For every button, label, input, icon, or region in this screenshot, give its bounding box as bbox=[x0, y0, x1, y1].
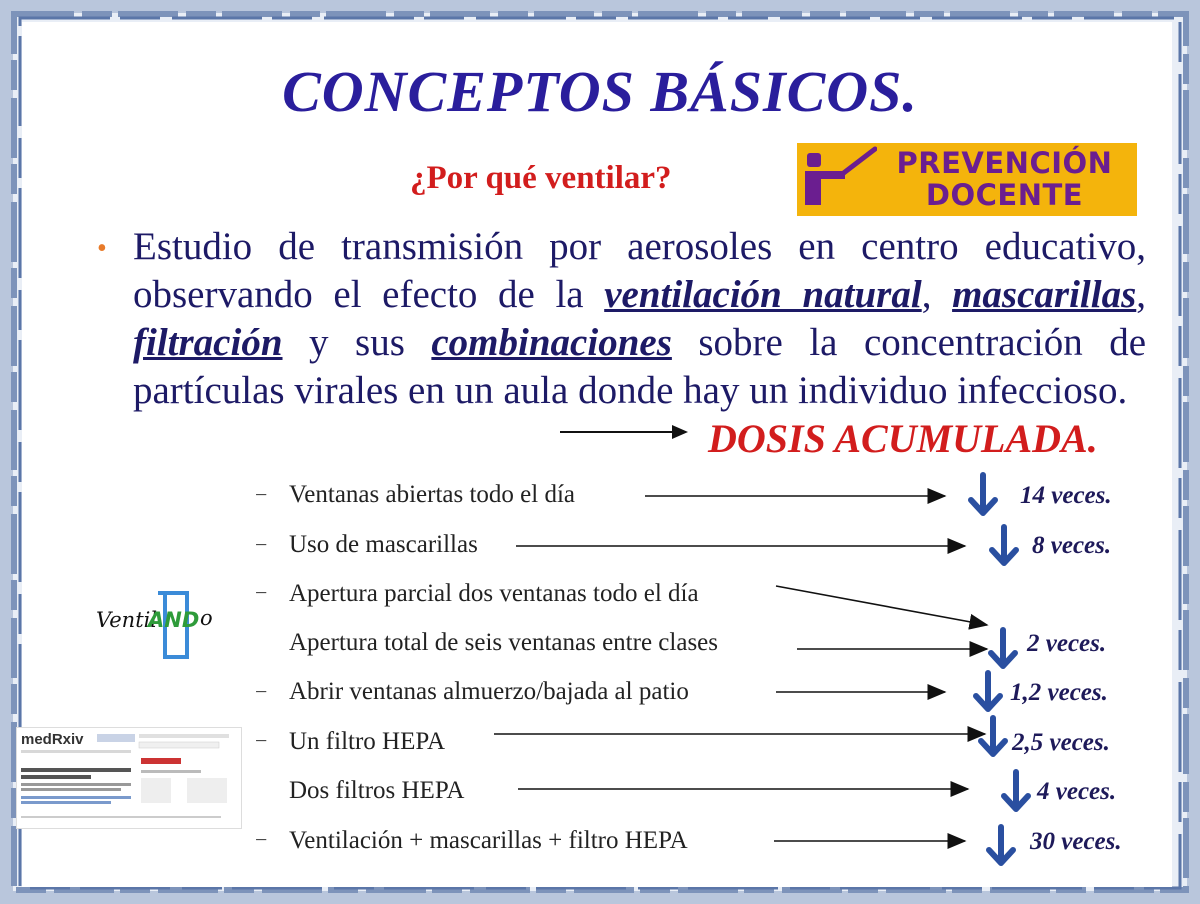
subtitle: ¿Por qué ventilar? bbox=[410, 160, 672, 196]
medrxiv-thumbnail bbox=[16, 727, 242, 829]
value-30-veces: 30 veces. bbox=[1030, 828, 1122, 855]
term-combinaciones: combinaciones bbox=[431, 321, 672, 364]
arrow-down-icon bbox=[989, 827, 1013, 863]
ventilando-part2: AND bbox=[148, 608, 200, 632]
list-item-ventanas-abiertas: Ventanas abiertas todo el día bbox=[289, 481, 576, 508]
arrow-right-icon bbox=[776, 586, 987, 625]
dash-marker: − bbox=[255, 532, 268, 557]
term-mascarillas: mascarillas bbox=[952, 273, 1137, 316]
value-2-veces: 2 veces. bbox=[1027, 630, 1107, 657]
list-item-apertura-total: Apertura total de seis ventanas entre clases bbox=[289, 629, 718, 656]
dash-marker: − bbox=[255, 580, 268, 605]
para-text-3: , bbox=[1136, 273, 1147, 316]
arrow-down-icon bbox=[1004, 772, 1028, 809]
value-4-veces: 4 veces. bbox=[1037, 778, 1117, 805]
bullet-icon: • bbox=[97, 233, 107, 264]
page-title: CONCEPTOS BÁSICOS. bbox=[282, 59, 918, 124]
dash-marker: − bbox=[255, 728, 268, 753]
medrxiv-logo: medRxiv bbox=[21, 731, 84, 748]
arrow-down-icon bbox=[992, 527, 1016, 563]
badge-line-1: PREVENCIÓN bbox=[896, 146, 1113, 180]
value-1-2-veces: 1,2 veces. bbox=[1010, 679, 1108, 706]
value-2-5-veces: 2,5 veces. bbox=[1012, 729, 1110, 756]
preprint-preview-icon bbox=[17, 728, 241, 828]
list-item-almuerzo: Abrir ventanas almuerzo/bajada al patio bbox=[289, 678, 689, 705]
para-text-2: , bbox=[921, 273, 953, 316]
list-item-un-filtro: Un filtro HEPA bbox=[289, 728, 446, 755]
badge-line-2: DOCENTE bbox=[925, 178, 1084, 212]
dash-marker: − bbox=[255, 679, 268, 704]
value-8-veces: 8 veces. bbox=[1032, 532, 1112, 559]
value-14-veces: 14 veces. bbox=[1020, 482, 1112, 509]
arrow-down-icon bbox=[976, 673, 1000, 709]
para-text-5: sobre la concentración de partículas virales en un aula donde hay un individuo infeccioso. bbox=[133, 321, 1147, 412]
list-item-combinacion: Ventilación + mascarillas + filtro HEPA bbox=[289, 827, 688, 854]
list-item-dos-filtros: Dos filtros HEPA bbox=[289, 777, 465, 804]
ventilando-logo bbox=[90, 590, 220, 660]
term-filtracion: filtración bbox=[133, 321, 283, 364]
list-item-apertura-parcial: Apertura parcial dos ventanas todo el día bbox=[289, 580, 699, 607]
dash-marker: − bbox=[255, 827, 268, 852]
list-item-mascarillas: Uso de mascarillas bbox=[289, 531, 478, 558]
dosis-acumulada-label: DOSIS ACUMULADA. bbox=[708, 416, 1098, 461]
ventilando-part1: Ventil bbox=[96, 608, 158, 632]
para-text-4: y sus bbox=[282, 321, 432, 364]
arrow-down-icon bbox=[971, 475, 995, 513]
term-ventilacion: ventilación natural bbox=[604, 273, 922, 316]
arrow-down-icon bbox=[991, 630, 1015, 666]
dash-marker: − bbox=[255, 482, 268, 507]
ventilando-part3: o bbox=[200, 606, 213, 630]
para-text-1: Estudio de transmisión por aerosoles en centro educativo, observando el efecto de la bbox=[133, 225, 1146, 316]
arrow-down-icon bbox=[981, 718, 1005, 754]
